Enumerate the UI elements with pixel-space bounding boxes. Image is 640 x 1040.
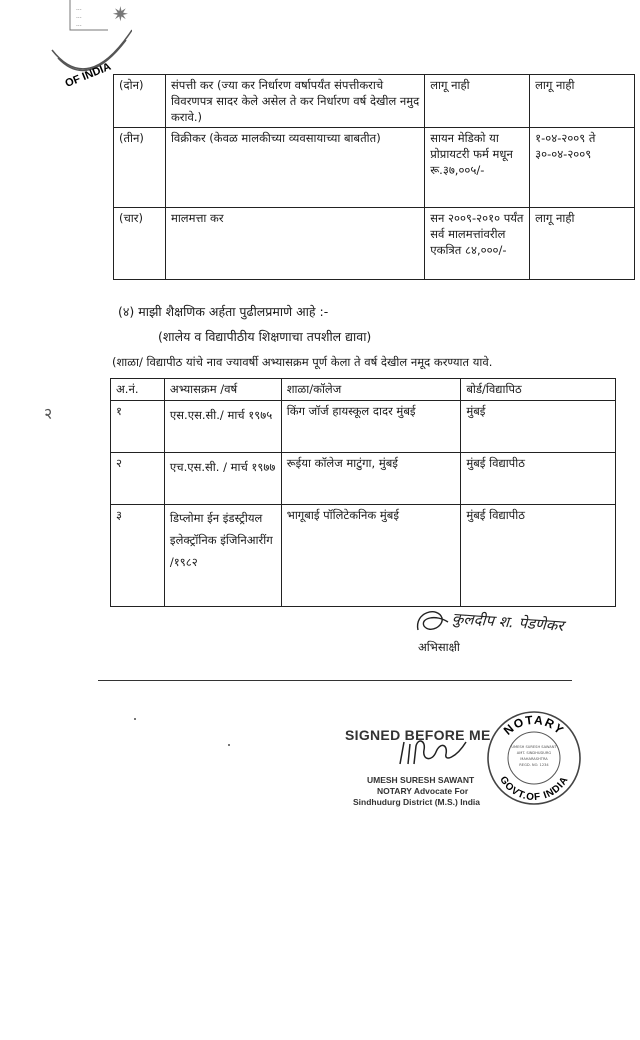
seal-inner-3: MAHARASHTRA — [520, 757, 548, 761]
table-row — [111, 453, 616, 505]
education-table — [110, 378, 616, 607]
notary-seal — [484, 708, 584, 808]
table-row — [114, 75, 635, 128]
notary-signature-scribble — [396, 736, 472, 770]
edu-school: रूईया कॉलेज माटुंगा, मुंबई — [281, 453, 461, 505]
edu-no: ३ — [111, 505, 165, 607]
tax-table — [113, 74, 635, 280]
tax-detail: सन २००९-२०१० पर्यंत सर्व मालमत्तांवरील एकत्रित ८४,०००/- — [425, 208, 530, 280]
table-header-row — [111, 379, 616, 401]
section-subheading: (शालेय व विद्यापीठीय शिक्षणाचा तपशील द्यावा) — [158, 329, 372, 344]
tax-period: लागू नाही — [530, 208, 635, 280]
tax-detail: सायन मेडिको या प्रोप्रायटरी फर्म मधून रू.३७,००५/- — [425, 128, 530, 208]
signature-label: अभिसाक्षी — [418, 640, 460, 654]
edu-course: एच.एस.सी. / मार्च १९७७ — [164, 453, 281, 505]
top-stamp-line-2: ... — [76, 13, 82, 20]
tax-name: मालमत्ता कर — [165, 208, 424, 280]
edu-board: मुंबई विद्यापीठ — [461, 505, 616, 607]
dot-mark — [228, 744, 230, 746]
header-cell: शाळा/कॉलेज — [281, 379, 461, 401]
edu-no: २ — [111, 453, 165, 505]
top-stamp-line-1: ... — [76, 5, 82, 12]
divider — [98, 680, 572, 681]
signature-name: कुलदीप श. पेडणेकर — [451, 609, 565, 635]
top-stamp-seal-text: OF INDIA — [63, 60, 113, 90]
edu-course: डिप्लोमा ईन इंडस्ट्रीयल इलेक्ट्रॉनिक इंजिनिआरींग /१९८२ — [164, 505, 281, 607]
edu-school: भागूबाई पॉलिटेकनिक मुंबई — [281, 505, 461, 607]
header-cell: अ.नं. — [111, 379, 165, 401]
svg-text:NOTARY — [501, 713, 567, 738]
margin-mark: २ — [42, 403, 55, 424]
section-heading: (४) माझी शैक्षणिक अर्हता पुढीलप्रमाणे आहे :- — [118, 304, 329, 319]
star-mark: ✷ — [112, 2, 129, 26]
tax-name: विक्रीकर (केवळ मालकीच्या व्यवसायाच्या बाबतीत) — [165, 128, 424, 208]
edu-board: मुंबई — [461, 401, 616, 453]
seal-bottom-text: GOVT.OF INDIA — [497, 774, 571, 804]
signed-before-me: SIGNED BEFORE ME — [345, 727, 491, 743]
seal-inner-4: REGD. NO. 1234 — [519, 763, 549, 767]
seal-inner-2: AMT. SINDHUDURG — [516, 751, 552, 755]
seal-inner-1: UMESH SURESH SAWANT — [511, 745, 557, 749]
edu-course: एस.एस.सी./ मार्च १९७५ — [164, 401, 281, 453]
table-row — [111, 505, 616, 607]
top-stamp-line-3: ... — [76, 21, 82, 28]
table-row — [114, 208, 635, 280]
table-row — [114, 128, 635, 208]
edu-no: १ — [111, 401, 165, 453]
tax-name: संपत्ती कर (ज्या कर निर्धारण वर्षापर्यंत संपत्तीकराचे विवरणपत्र सादर केले असेल ते कर निर्धारण वर्ष देखील नमुद करावे.) — [165, 75, 424, 128]
svg-text:GOVT.OF INDIA — [497, 775, 571, 804]
seal-top-text: NOTARY — [500, 712, 568, 738]
notary-title: NOTARY Advocate For — [377, 786, 469, 796]
edu-school: किंग जॉर्ज हायस्कूल दादर मुंबई — [281, 401, 461, 453]
tax-no: (चार) — [114, 208, 166, 280]
header-cell: अभ्यासक्रम /वर्ष — [164, 379, 281, 401]
table-row — [111, 401, 616, 453]
notary-name: UMESH SURESH SAWANT — [367, 775, 475, 785]
tax-period: १-०४-२००९ ते ३०-०४-२००९ — [530, 128, 635, 208]
signature-scribble — [412, 604, 452, 644]
edu-board: मुंबई विद्यापीठ — [461, 453, 616, 505]
tax-period: लागू नाही — [530, 75, 635, 128]
tax-no: (दोन) — [114, 75, 166, 128]
header-cell: बोर्ड/विद्यापिठ — [461, 379, 616, 401]
dot-mark — [134, 718, 136, 720]
tax-no: (तीन) — [114, 128, 166, 208]
tax-detail: लागू नाही — [425, 75, 530, 128]
notary-district: Sindhudurg District (M.S.) India — [353, 797, 481, 807]
section-note: (शाळा/ विद्यापीठ यांचे नाव ज्यावर्षी अभ्यासक्रम पूर्ण केला ते वर्ष देखील नमूद करण्यात यावे. — [112, 355, 493, 369]
